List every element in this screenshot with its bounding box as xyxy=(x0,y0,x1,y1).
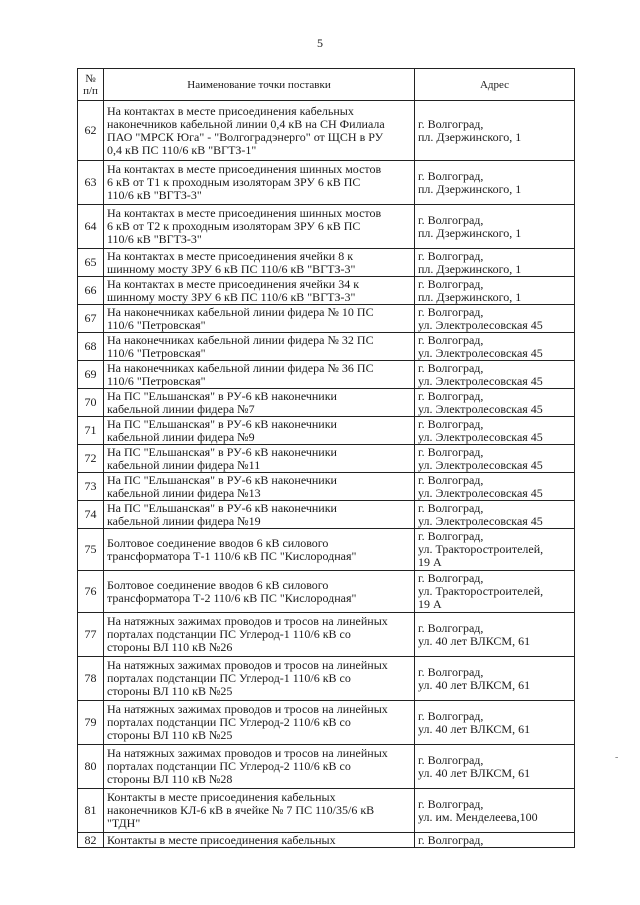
table-row xyxy=(78,417,575,445)
table-row xyxy=(78,833,575,848)
supply-point-address: г. Волгоград, ул. Электролесовская 45 xyxy=(415,305,575,333)
table-row xyxy=(78,473,575,501)
table-row xyxy=(78,205,575,249)
row-number: 72 xyxy=(78,445,104,473)
supply-point-name: На натяжных зажимах проводов и тросов на линейных порталах подстанции ПС Углерод-1 110/6 кВ со стороны ВЛ 110 кВ №26 xyxy=(104,613,415,657)
supply-point-name: На натяжных зажимах проводов и тросов на линейных порталах подстанции ПС Углерод-2 110/6 кВ со стороны ВЛ 110 кВ №25 xyxy=(104,701,415,745)
row-number: 77 xyxy=(78,613,104,657)
supply-point-name: На контактах в месте присоединения шинных мостов 6 кВ от Т1 к проходным изоляторам ЗРУ 6 кВ ПС 110/6 кВ "ВГТЗ-3" xyxy=(104,161,415,205)
supply-point-name: На контактах в месте присоединения кабельных наконечников кабельной линии 0,4 кВ на СН Филиала ПАО "МРСК Юга" - "Волгоградэнерго" от ЩСН в РУ 0,4 кВ ПС 110/6 кВ "ВГТЗ-1" xyxy=(104,101,415,161)
supply-point-address: г. Волгоград, ул. 40 лет ВЛКСМ, 61 xyxy=(415,613,575,657)
row-number: 76 xyxy=(78,571,104,613)
row-number: 64 xyxy=(78,205,104,249)
header-address: Адрес xyxy=(415,69,575,101)
table-row xyxy=(78,529,575,571)
row-number: 82 xyxy=(78,833,104,848)
page-number: 5 xyxy=(317,36,323,50)
supply-point-name: На ПС "Ельшанская" в РУ-6 кВ наконечники кабельной линии фидера №7 xyxy=(104,389,415,417)
table-row xyxy=(78,445,575,473)
supply-point-address: г. Волгоград, ул. Электролесовская 45 xyxy=(415,389,575,417)
table-row xyxy=(78,501,575,529)
supply-point-name: На наконечниках кабельной линии фидера № 32 ПС 110/6 "Петровская" xyxy=(104,333,415,361)
row-number: 62 xyxy=(78,101,104,161)
supply-point-name: Контакты в месте присоединения кабельных xyxy=(104,833,415,848)
table-row xyxy=(78,701,575,745)
row-number: 78 xyxy=(78,657,104,701)
row-number: 80 xyxy=(78,745,104,789)
supply-point-name: На наконечниках кабельной линии фидера № 10 ПС 110/6 "Петровская" xyxy=(104,305,415,333)
row-number: 69 xyxy=(78,361,104,389)
supply-point-address: г. Волгоград, пл. Дзержинского, 1 xyxy=(415,277,575,305)
supply-point-address: г. Волгоград, ул. Электролесовская 45 xyxy=(415,361,575,389)
supply-point-address: г. Волгоград, ул. 40 лет ВЛКСМ, 61 xyxy=(415,745,575,789)
row-number: 79 xyxy=(78,701,104,745)
supply-point-address: г. Волгоград, ул. им. Менделеева,100 xyxy=(415,789,575,833)
table-row xyxy=(78,277,575,305)
supply-point-address: г. Волгоград, пл. Дзержинского, 1 xyxy=(415,101,575,161)
supply-point-address: г. Волгоград, ул. 40 лет ВЛКСМ, 61 xyxy=(415,701,575,745)
supply-point-name: Болтовое соединение вводов 6 кВ силового трансформатора Т-2 110/6 кВ ПС "Кислородная" xyxy=(104,571,415,613)
table-row xyxy=(78,161,575,205)
supply-point-name: На контактах в месте присоединения ячейки 34 к шинному мосту ЗРУ 6 кВ ПС 110/6 кВ "ВГТЗ-3" xyxy=(104,277,415,305)
supply-point-name: На контактах в месте присоединения ячейки 8 к шинному мосту ЗРУ 6 кВ ПС 110/6 кВ "ВГТЗ-3" xyxy=(104,249,415,277)
supply-point-address: г. Волгоград, пл. Дзержинского, 1 xyxy=(415,249,575,277)
table-row xyxy=(78,389,575,417)
supply-point-name: На ПС "Ельшанская" в РУ-6 кВ наконечники кабельной линии фидера №11 xyxy=(104,445,415,473)
table-row xyxy=(78,745,575,789)
supply-points-table xyxy=(77,68,575,848)
supply-point-address: г. Волгоград, ул. Тракторостроителей, 19 А xyxy=(415,571,575,613)
supply-point-name: На натяжных зажимах проводов и тросов на линейных порталах подстанции ПС Углерод-2 110/6 кВ со стороны ВЛ 110 кВ №28 xyxy=(104,745,415,789)
row-number: 68 xyxy=(78,333,104,361)
table-row xyxy=(78,305,575,333)
table-header-row xyxy=(78,69,575,101)
supply-point-address: г. Волгоград, ул. 40 лет ВЛКСМ, 61 xyxy=(415,657,575,701)
row-number: 75 xyxy=(78,529,104,571)
row-number: 81 xyxy=(78,789,104,833)
row-number: 65 xyxy=(78,249,104,277)
supply-point-address: г. Волгоград, ул. Электролесовская 45 xyxy=(415,473,575,501)
supply-point-name: На ПС "Ельшанская" в РУ-6 кВ наконечники кабельной линии фидера №9 xyxy=(104,417,415,445)
row-number: 71 xyxy=(78,417,104,445)
margin-mark: - xyxy=(615,752,619,763)
supply-point-name: На наконечниках кабельной линии фидера № 36 ПС 110/6 "Петровская" xyxy=(104,361,415,389)
supply-point-address: г. Волгоград, xyxy=(415,833,575,848)
supply-point-name: На ПС "Ельшанская" в РУ-6 кВ наконечники кабельной линии фидера №19 xyxy=(104,501,415,529)
table-row xyxy=(78,333,575,361)
supply-point-name: На натяжных зажимах проводов и тросов на линейных порталах подстанции ПС Углерод-1 110/6 кВ со стороны ВЛ 110 кВ №25 xyxy=(104,657,415,701)
row-number: 63 xyxy=(78,161,104,205)
table-row xyxy=(78,101,575,161)
supply-point-address: г. Волгоград, пл. Дзержинского, 1 xyxy=(415,205,575,249)
header-name: Наименование точки поставки xyxy=(104,69,415,101)
table-row xyxy=(78,571,575,613)
row-number: 70 xyxy=(78,389,104,417)
supply-point-name: На контактах в месте присоединения шинных мостов 6 кВ от Т2 к проходным изоляторам ЗРУ 6 кВ ПС 110/6 кВ "ВГТЗ-3" xyxy=(104,205,415,249)
supply-point-address: г. Волгоград, ул. Электролесовская 45 xyxy=(415,445,575,473)
table-row xyxy=(78,249,575,277)
table-body xyxy=(78,101,575,848)
table-row xyxy=(78,613,575,657)
supply-point-name: Контакты в месте присоединения кабельных наконечников КЛ-6 кВ в ячейке № 7 ПС 110/35/6 кВ "ТДН" xyxy=(104,789,415,833)
supply-point-name: Болтовое соединение вводов 6 кВ силового трансформатора Т-1 110/6 кВ ПС "Кислородная" xyxy=(104,529,415,571)
table-row xyxy=(78,361,575,389)
row-number: 67 xyxy=(78,305,104,333)
row-number: 66 xyxy=(78,277,104,305)
table-row xyxy=(78,657,575,701)
supply-point-address: г. Волгоград, пл. Дзержинского, 1 xyxy=(415,161,575,205)
supply-point-address: г. Волгоград, ул. Электролесовская 45 xyxy=(415,501,575,529)
supply-point-address: г. Волгоград, ул. Электролесовская 45 xyxy=(415,417,575,445)
row-number: 73 xyxy=(78,473,104,501)
table-row xyxy=(78,789,575,833)
supply-point-address: г. Волгоград, ул. Тракторостроителей, 19 А xyxy=(415,529,575,571)
row-number: 74 xyxy=(78,501,104,529)
supply-point-address: г. Волгоград, ул. Электролесовская 45 xyxy=(415,333,575,361)
header-num: № п/п xyxy=(78,69,104,101)
supply-point-name: На ПС "Ельшанская" в РУ-6 кВ наконечники кабельной линии фидера №13 xyxy=(104,473,415,501)
